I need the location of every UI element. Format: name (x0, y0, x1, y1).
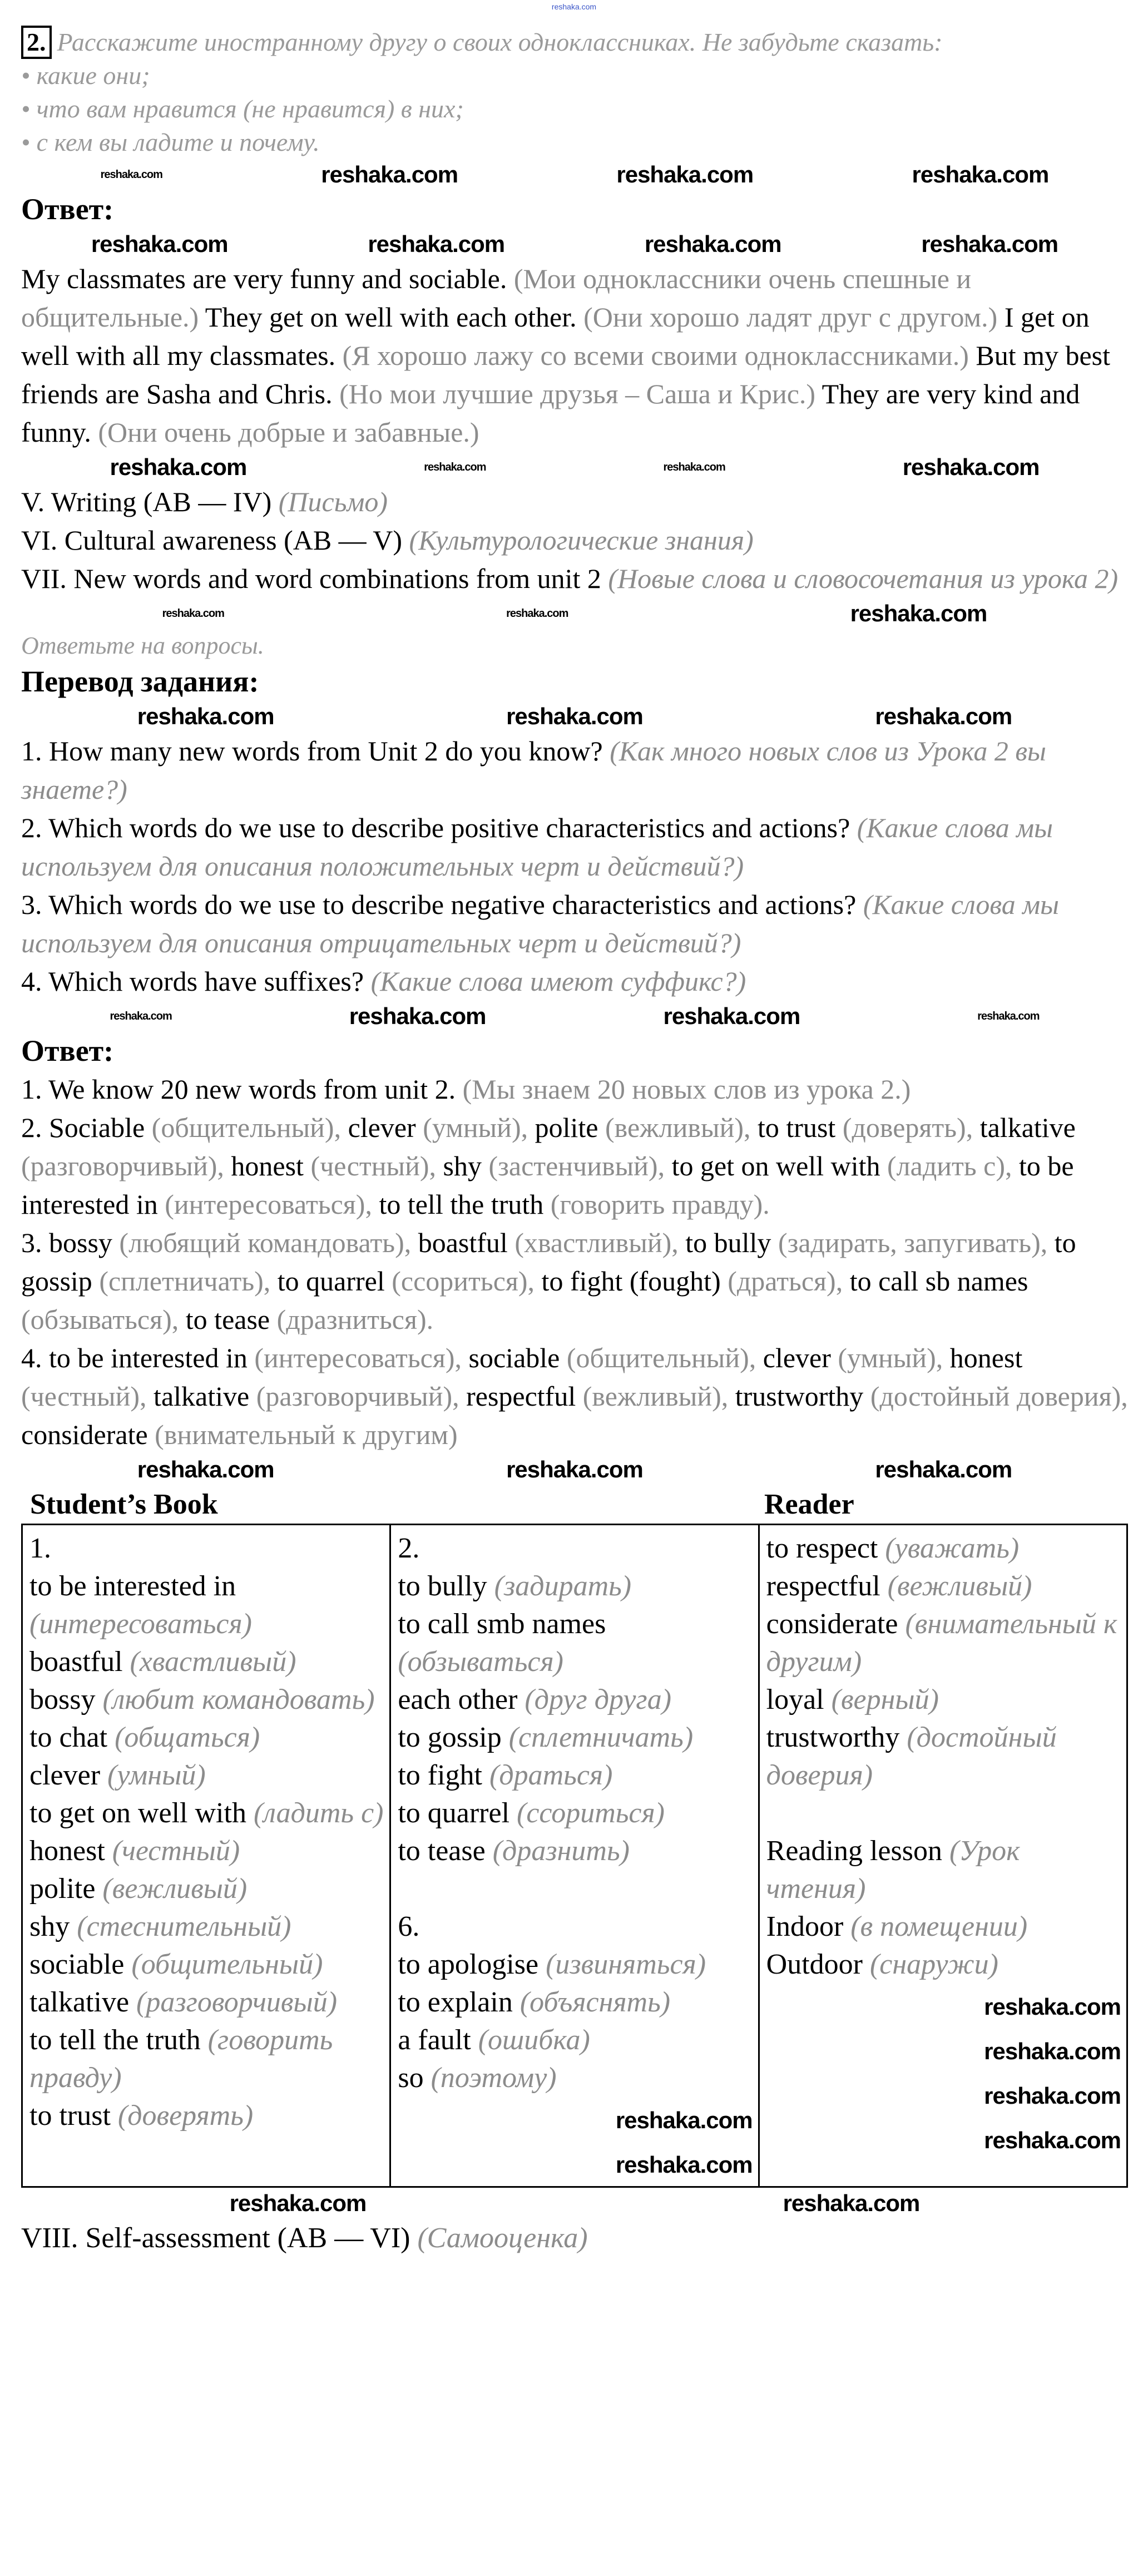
english-text: to tell the truth (379, 1189, 551, 1220)
watermark: reshaka.com (984, 2038, 1121, 2064)
vocab-entry (398, 2021, 752, 2059)
english-text: talkative (29, 1986, 137, 2018)
english-text: considerate (766, 1608, 905, 1640)
russian-translation: (говорить правду). (550, 1189, 770, 1220)
english-text: to apologise (398, 1949, 546, 1980)
russian-translation: (честный), (310, 1150, 443, 1181)
watermark-row (21, 229, 1128, 260)
vocab-entry (766, 1568, 1121, 1605)
russian-translation: (Мы знаем 20 новых слов из урока 2.) (462, 1074, 911, 1105)
watermark-slot (766, 1984, 1121, 2028)
vocab-entry (29, 1870, 384, 1908)
english-text: clever (763, 1342, 838, 1373)
english-text: to be interested in (21, 1150, 1074, 1220)
english-text: They are very kind and funny. (21, 378, 1080, 448)
russian-translation: (доверять), (842, 1112, 980, 1143)
watermark: reshaka.com (424, 461, 486, 473)
vocab-entry (766, 1681, 1121, 1719)
russian-translation: (Какие слова мы используем для описания положительных черт и действий?) (21, 812, 1053, 882)
vocab-entry (766, 1605, 1121, 1681)
russian-translation: (умный) (107, 1759, 206, 1791)
watermark-row (21, 1001, 1128, 1032)
watermark: reshaka.com (616, 161, 754, 187)
english-text: to tease (398, 1835, 493, 1867)
watermark: reshaka.com (644, 231, 781, 257)
section-heading (21, 560, 1128, 598)
english-text: trustworthy (735, 1381, 870, 1412)
footer-section-heading (21, 2219, 1128, 2263)
vocab-entry (29, 1530, 384, 1568)
task-bullet: • что вам нравится (не нравится) в них; (21, 95, 464, 123)
task-bullet: • с кем вы ладите и почему. (21, 128, 320, 156)
students-book-heading: Student’s Book (30, 1489, 218, 1520)
english-text: Reading lesson (766, 1835, 949, 1867)
russian-translation: (общительный), (151, 1112, 348, 1143)
english-text: boastful (29, 1646, 130, 1678)
vocabulary-table (21, 1524, 1128, 2188)
english-text: trustworthy (766, 1722, 907, 1753)
watermark: reshaka.com (368, 231, 505, 257)
vocab-entry (766, 1530, 1121, 1568)
english-text: to trust (29, 2100, 118, 2132)
english-text: clever (29, 1759, 108, 1791)
russian-translation: (внимательный к другим) (155, 1419, 458, 1450)
english-text: so (398, 2062, 431, 2094)
english-text: Outdoor (766, 1949, 870, 1980)
vocab-entry (398, 1984, 752, 2021)
russian-translation: (доверять) (117, 2100, 254, 2132)
watermark: reshaka.com (984, 2127, 1121, 2153)
watermark: reshaka.com (984, 2083, 1121, 2109)
russian-translation: (интересоваться) (29, 1608, 252, 1640)
vocab-entry (29, 1946, 384, 1984)
russian-translation: (умный), (838, 1342, 950, 1373)
watermark: reshaka.com (875, 703, 1012, 729)
watermark-slot (398, 2142, 752, 2186)
vocab-entry (398, 1719, 752, 1757)
page-content (0, 13, 1148, 2263)
english-text: respectful (766, 1570, 888, 1602)
vocab-entry (398, 1832, 752, 1870)
question (21, 886, 1128, 962)
russian-translation: (вежливый), (605, 1112, 758, 1143)
vocab-entry (398, 1605, 752, 1681)
section-heading (21, 483, 1128, 521)
russian-translation: (Какие слова мы используем для описания отрицательных черт и действий?) (21, 889, 1060, 958)
english-text: 1. We know 20 new words from unit 2. (21, 1074, 463, 1105)
english-text: But my best friends are Sasha and Chris. (21, 340, 1111, 409)
watermark: reshaka.com (100, 169, 162, 181)
english-text: talkative (979, 1112, 1076, 1143)
watermark: reshaka.com (912, 161, 1049, 187)
english-text: to fight (fought) (541, 1265, 728, 1297)
russian-translation: (разговорчивый), (256, 1381, 467, 1412)
watermark: reshaka.com (506, 607, 568, 620)
russian-translation: (ладить с), (887, 1150, 1020, 1181)
answer-item (21, 1070, 1128, 1109)
vocab-entry (29, 1794, 384, 1832)
question-list (21, 732, 1128, 1001)
english-text: to call sb names (849, 1265, 1028, 1297)
english-text: 2. Sociable (21, 1112, 152, 1143)
english-text: each other (398, 1684, 525, 1715)
watermark-row (21, 2188, 1128, 2219)
russian-translation: (обзываться), (21, 1304, 186, 1335)
task-number: 2. (21, 26, 52, 59)
spacer (766, 1794, 1121, 1832)
vocab-entry (29, 1643, 384, 1681)
english-text: polite (29, 1873, 103, 1905)
russian-translation: (Мои одноклассники очень спешные и общительные.) (21, 263, 972, 333)
vocab-entry (766, 1946, 1121, 1984)
russian-translation: (уважать) (885, 1532, 1020, 1564)
russian-translation: (Но мои лучшие друзья – Саша и Крис.) (339, 378, 822, 409)
english-text: shy (443, 1150, 489, 1181)
watermark: reshaka.com (91, 231, 228, 257)
russian-translation: (задирать, запугивать), (778, 1227, 1055, 1258)
watermark: reshaka.com (663, 461, 725, 473)
english-text: to chat (29, 1722, 115, 1753)
russian-translation: (любит командовать) (102, 1684, 375, 1715)
watermark: reshaka.com (783, 2190, 920, 2216)
section-heading (21, 521, 1128, 560)
english-text: loyal (766, 1684, 832, 1715)
vocab-entry (398, 1568, 752, 1605)
russian-translation: (Они очень добрые и забавные.) (98, 417, 479, 448)
russian-translation: (друг друга) (524, 1684, 672, 1715)
english-text: to tease (185, 1304, 277, 1335)
watermark: reshaka.com (875, 1456, 1012, 1482)
russian-translation: (разговорчивый), (21, 1150, 231, 1181)
english-text: honest (29, 1835, 112, 1867)
vocab-entry (29, 2021, 384, 2097)
russian-translation: (честный) (112, 1835, 240, 1867)
english-text: to call smb names (398, 1608, 606, 1640)
watermark: reshaka.com (229, 2190, 367, 2216)
russian-translation: (ладить с) (253, 1797, 384, 1829)
answer1-paragraph (21, 260, 1128, 452)
russian-translation: (в помещении) (850, 1911, 1028, 1942)
russian-translation: (ссориться) (517, 1797, 665, 1829)
russian-translation: (извиняться) (546, 1949, 706, 1980)
vocab-entry (29, 1757, 384, 1794)
task-instruction: Расскажите иностранному другу о своих одноклассниках. Не забудьте сказать: (57, 28, 943, 56)
english-text: considerate (21, 1419, 155, 1450)
russian-translation: (задирать) (494, 1570, 632, 1602)
russian-translation: (разговорчивый) (136, 1986, 338, 2018)
english-text: 1. How many new words from Unit 2 do you know? (21, 735, 610, 767)
answer-item (21, 1109, 1128, 1224)
russian-translation: (Культурологические знания) (409, 525, 754, 556)
russian-translation: (Какие слова имеют суффикс?) (370, 966, 746, 997)
english-text: My classmates are very funny and sociable. (21, 263, 514, 294)
english-text: to bully (685, 1227, 778, 1258)
russian-translation: (Я хорошо лажу со всеми своими одноклассниками.) (342, 340, 976, 371)
russian-translation: (вежливый) (887, 1570, 1032, 1602)
russian-translation: (стеснительный) (77, 1911, 291, 1942)
watermark-row (21, 598, 1128, 629)
watermark: reshaka.com (110, 454, 247, 480)
english-text: to quarrel (398, 1797, 517, 1829)
watermark: reshaka.com (615, 2107, 753, 2133)
vocab-column (22, 1525, 390, 2187)
spacer (398, 1870, 752, 1908)
russian-translation: (драться), (728, 1265, 850, 1297)
english-text: boastful (418, 1227, 515, 1258)
russian-translation: (общительный), (566, 1342, 763, 1373)
russian-translation: (ссориться), (392, 1265, 542, 1297)
english-text: to fight (398, 1759, 489, 1791)
watermark: reshaka.com (110, 1010, 172, 1022)
vocab-entry (766, 1832, 1121, 1908)
reader-heading: Reader (764, 1489, 854, 1520)
watermark-row (21, 1454, 1128, 1485)
vocab-entry (29, 2097, 384, 2135)
russian-translation: (хвастливый), (514, 1227, 686, 1258)
watermark: reshaka.com (977, 1010, 1040, 1022)
answer-item (21, 1339, 1128, 1454)
russian-translation: (достойный доверия) (766, 1722, 1057, 1791)
vocab-entry (398, 1794, 752, 1832)
vocab-entry (766, 1908, 1121, 1946)
english-text: honest (949, 1342, 1023, 1373)
english-text: honest (231, 1150, 311, 1181)
watermark: reshaka.com (921, 231, 1058, 257)
russian-translation: (верный) (831, 1684, 939, 1715)
question (21, 732, 1128, 809)
russian-translation: (умный), (423, 1112, 535, 1143)
english-text: respectful (466, 1381, 583, 1412)
task-bullet: • какие они; (21, 61, 150, 90)
russian-translation: (интересоваться), (165, 1189, 379, 1220)
english-text: VIII. Self-assessment (AB — VI) (21, 2222, 418, 2254)
english-text: polite (535, 1112, 605, 1143)
english-text: I get on well with all my classmates. (21, 301, 1090, 371)
english-text: 1. (29, 1532, 51, 1564)
vocab-entry (398, 1946, 752, 1984)
english-text: 4. to be interested in (21, 1342, 255, 1373)
watermark: reshaka.com (137, 1456, 274, 1482)
russian-translation: (Самооценка) (417, 2222, 588, 2254)
task-text (21, 26, 1128, 59)
watermark: reshaka.com (349, 1003, 486, 1029)
russian-translation: (любящий командовать), (119, 1227, 418, 1258)
english-text: They get on well with each other. (205, 301, 584, 333)
russian-translation: (дразниться). (276, 1304, 434, 1335)
vocab-column (390, 1525, 759, 2187)
english-text: to quarrel (277, 1265, 392, 1297)
russian-translation: (хвастливый) (130, 1646, 296, 1678)
russian-translation: (объяснять) (519, 1986, 671, 2018)
answer2-list (21, 1070, 1128, 1454)
vocab-entry (398, 1681, 752, 1719)
vocab-entry (29, 1719, 384, 1757)
watermark: reshaka.com (984, 1994, 1121, 2020)
russian-translation: (поэтому) (430, 2062, 557, 2094)
russian-translation: (общительный) (131, 1949, 323, 1980)
russian-translation: (Как много новых слов из Урока 2 вы знаете?) (21, 735, 1046, 805)
translation-label: Перевод задания: (21, 665, 259, 698)
english-text: VI. Cultural awareness (AB — V) (21, 525, 409, 556)
english-text: Indoor (766, 1911, 851, 1942)
watermark: reshaka.com (615, 2152, 753, 2178)
english-text: shy (29, 1911, 77, 1942)
vocab-entry (29, 1832, 384, 1870)
russian-translation: (общаться) (115, 1722, 260, 1753)
watermark-slot (398, 2097, 752, 2142)
english-text: a fault (398, 2024, 478, 2056)
prompt: Ответьте на вопросы. (21, 632, 264, 659)
english-text: 3. bossy (21, 1227, 120, 1258)
watermark: reshaka.com (902, 454, 1040, 480)
russian-translation: (интересоваться), (254, 1342, 469, 1373)
vocab-entry (29, 1568, 384, 1643)
english-text: to respect (766, 1532, 885, 1564)
english-text: 6. (398, 1911, 420, 1942)
english-text: VII. New words and word combinations from unit 2 (21, 563, 608, 594)
russian-translation: (застенчивый), (488, 1150, 672, 1181)
russian-translation: (Новые слова и словосочетания из урока 2) (608, 563, 1119, 594)
russian-translation: (снаружи) (869, 1949, 998, 1980)
english-text: V. Writing (AB — IV) (21, 486, 279, 517)
russian-translation: (вежливый), (582, 1381, 735, 1412)
english-text: bossy (29, 1684, 103, 1715)
vocab-entry (398, 2059, 752, 2097)
english-text: talkative (154, 1381, 256, 1412)
vocab-entry (29, 1681, 384, 1719)
question (21, 809, 1128, 886)
russian-translation: (обзываться) (398, 1646, 563, 1678)
section-list (21, 483, 1128, 598)
russian-translation: (говорить правду) (29, 2024, 333, 2094)
russian-translation: (Письмо) (278, 486, 388, 517)
watermark: reshaka.com (321, 161, 458, 187)
english-text: clever (348, 1112, 423, 1143)
watermark: reshaka.com (506, 1456, 643, 1482)
russian-translation: (драться) (489, 1759, 613, 1791)
english-text: to bully (398, 1570, 494, 1602)
english-text: to be interested in (29, 1570, 236, 1602)
english-text: sociable (468, 1342, 567, 1373)
watermark: reshaka.com (137, 703, 274, 729)
vocab-entry (398, 1530, 752, 1568)
english-text: 4. Which words have suffixes? (21, 966, 371, 997)
english-text: to trust (758, 1112, 843, 1143)
russian-translation: (Урок чтения) (766, 1835, 1020, 1905)
vocab-entry (398, 1908, 752, 1946)
russian-translation: (дразнить) (492, 1835, 630, 1867)
watermark-row (21, 701, 1128, 732)
table-headings (21, 1485, 1128, 1524)
vocab-entry (29, 1984, 384, 2021)
english-text: 3. Which words do we use to describe negative characteristics and actions? (21, 889, 863, 920)
answer-item (21, 1224, 1128, 1339)
english-text: 2. Which words do we use to describe positive characteristics and actions? (21, 812, 857, 843)
watermark-row (21, 159, 1128, 190)
task-block (21, 13, 1128, 159)
question (21, 962, 1128, 1001)
english-text: to explain (398, 1986, 520, 2018)
watermark: reshaka.com (850, 600, 987, 626)
english-text: to gossip (398, 1722, 509, 1753)
watermark-slot (766, 2117, 1121, 2162)
russian-translation: (сплетничать) (508, 1722, 694, 1753)
vocab-entry (398, 1757, 752, 1794)
watermark-slot (766, 2028, 1121, 2073)
answer1-label: Ответ: (21, 192, 114, 226)
watermark: reshaka.com (663, 1003, 800, 1029)
english-text: sociable (29, 1949, 132, 1980)
russian-translation: (ошибка) (478, 2024, 590, 2056)
vocab-entry (766, 1719, 1121, 1794)
russian-translation: (Они хорошо ладят друг с другом.) (583, 301, 1004, 333)
vocab-entry (29, 1908, 384, 1946)
russian-translation: (сплетничать), (99, 1265, 278, 1297)
english-text: to get on well with (671, 1150, 888, 1181)
russian-translation: (честный), (21, 1381, 154, 1412)
watermark-slot (766, 2073, 1121, 2117)
watermark: reshaka.com (506, 703, 643, 729)
english-text: to get on well with (29, 1797, 254, 1829)
watermark: reshaka.com (162, 607, 224, 620)
russian-translation: (внимательный к другим) (766, 1608, 1117, 1678)
russian-translation: (достойный доверия), (870, 1381, 1128, 1412)
answer2-label: Ответ: (21, 1034, 114, 1067)
top-site-link[interactable]: reshaka.com (551, 2, 597, 11)
watermark-row (21, 452, 1128, 483)
russian-translation: (вежливый) (102, 1873, 248, 1905)
english-text: to tell the truth (29, 2024, 208, 2056)
english-text: 2. (398, 1532, 420, 1564)
english-text: to gossip (21, 1227, 1076, 1297)
vocab-column (759, 1525, 1127, 2187)
